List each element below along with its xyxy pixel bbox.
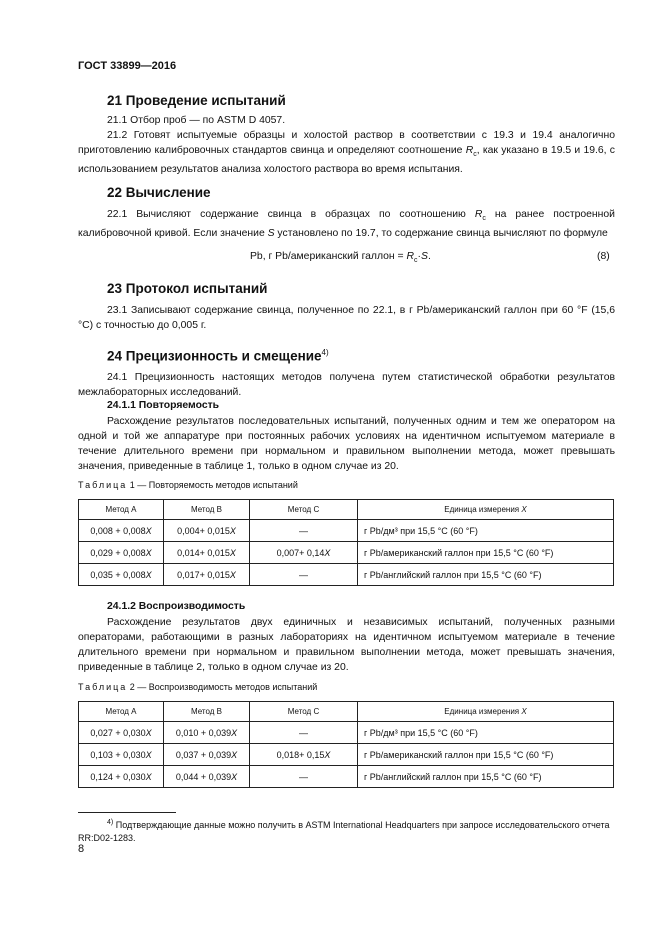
table-2-caption [78, 682, 317, 692]
table-cell: — [250, 766, 358, 788]
table-cell: 0,027 + 0,030X [79, 722, 164, 744]
s-variable: S [267, 228, 275, 240]
rc-variable: R [465, 145, 474, 156]
table-1-repeatability [78, 499, 614, 586]
table-cell: 0,029 + 0,008X [79, 542, 164, 564]
subsection-24-1-2-heading: 24.1.2 Воспроизводимость [107, 601, 246, 612]
table-cell: г Pb/дм³ при 15,5 °С (60 °F) [358, 722, 614, 744]
section-22-heading: 22 Вычисление [107, 185, 211, 200]
footnote [78, 816, 615, 845]
section-24-1-paragraph [78, 370, 615, 400]
table-cell: 0,037 + 0,039X [164, 744, 250, 766]
table-header-cell: Единица измерения X [358, 702, 614, 722]
formula-text: Pb, г Pb/американский галлон = [250, 251, 407, 262]
table-2-caption-text: 2 — Воспроизводимость методов испытаний [127, 682, 318, 692]
footnote-mark: 4) [107, 819, 114, 826]
para-21-1-text: 21.1 Отбор проб — по ASTM D 4057. [107, 115, 286, 126]
para-21-2-text-a: 21.2 Готовят испытуемые образцы и холостой раствор в соответствии с 19.3 и 19.4 аналогично приготовлению калибровочных стандартов свинца и определяют соотношение [78, 130, 615, 156]
table-cell: 0,007+ 0,14X [250, 542, 358, 564]
table-cell: 0,004+ 0,015X [164, 520, 250, 542]
para-21-2-text-b: , как указано в 19.5 и 19.6, с использованием результатов анализа холостого раствора во время испытания. [78, 145, 615, 176]
table-1-caption-text: 1 — Повторяемость методов испытаний [127, 480, 298, 490]
table-row [79, 564, 614, 586]
para-22-1-text-b: на ранее построенной калибровочной кривой. Если значение [78, 209, 615, 240]
para-22-1-text-a: 22.1 Вычисляют содержание свинца в образцах по соотношению [107, 209, 475, 220]
reproducibility-paragraph [78, 615, 615, 675]
table-row [79, 722, 614, 744]
rc-subscript: c [482, 215, 486, 223]
table-cell: 0,103 + 0,030X [79, 744, 164, 766]
footnote-text: Подтверждающие данные можно получить в ASTM International Headquarters при запросе исследовательского отчета RR:D02-1283. [78, 820, 610, 843]
section-22-1-paragraph [78, 207, 615, 241]
para-24-1-2-text: Расхождение результатов двух единичных и независимых испытаний, полученных разными операторами, работающими в разных лабораториях на идентичном испытуемом материале в течение длительного времени при нормальном и правильном выполнении метода, может превышать значения, приведенные в таблице 2, только в одном случае из 20. [78, 617, 615, 673]
table-header-cell: Метод А [79, 702, 164, 722]
footnote-separator [78, 812, 176, 813]
table-1-caption-word: Таблица [78, 480, 128, 490]
table-cell: 0,010 + 0,039X [164, 722, 250, 744]
section-21-heading: 21 Проведение испытаний [107, 93, 286, 108]
table-cell: 0,014+ 0,015X [164, 542, 250, 564]
table-row [79, 744, 614, 766]
table-row [79, 766, 614, 788]
table-cell: г Pb/американский галлон при 15,5 °С (60 °F) [358, 542, 614, 564]
table-header-row [79, 500, 614, 520]
table-2-reproducibility [78, 701, 614, 788]
repeatability-paragraph [78, 414, 615, 474]
rc-variable: R [474, 209, 483, 220]
para-24-1-text: 24.1 Прецизионность настоящих методов получена путем статистической обработки результатов межлабораторных исследований. [78, 372, 615, 398]
section-21-1-paragraph [78, 113, 615, 128]
section-23-1-paragraph [78, 303, 615, 333]
table-row [79, 520, 614, 542]
section-24-heading [107, 348, 329, 364]
table-cell: — [250, 722, 358, 744]
formula-8 [250, 251, 431, 264]
table-header-cell: Метод С [250, 702, 358, 722]
para-23-1-text: 23.1 Записывают содержание свинца, полученное по 22.1, в г Pb/американский галлон при 60 °F (15,6 °С) с точностью до 0,005 г. [78, 305, 615, 331]
table-header-cell: Метод А [79, 500, 164, 520]
subsection-24-1-1-heading: 24.1.1 Повторяемость [107, 400, 220, 411]
formula-period: . [427, 251, 431, 262]
table-cell: 0,008 + 0,008X [79, 520, 164, 542]
table-cell: 0,035 + 0,008X [79, 564, 164, 586]
table-cell: — [250, 520, 358, 542]
section-24-title: 24 Прецизионность и смещение [107, 348, 322, 364]
footnote-ref: 4) [321, 348, 329, 357]
formula-rc: R [406, 251, 415, 262]
table-cell: 0,018+ 0,15X [250, 744, 358, 766]
formula-s: S [421, 251, 428, 262]
section-23-heading: 23 Протокол испытаний [107, 281, 268, 296]
rc-subscript: c [473, 151, 477, 159]
table-header-row [79, 702, 614, 722]
table-row [79, 542, 614, 564]
table-cell: г Pb/английский галлон при 15,5 °С (60 °F) [358, 564, 614, 586]
section-21-2-paragraph [78, 128, 615, 177]
table-header-cell: Метод С [250, 500, 358, 520]
table-1-caption [78, 480, 298, 490]
table-cell: 0,044 + 0,039X [164, 766, 250, 788]
table-cell: 0,124 + 0,030X [79, 766, 164, 788]
formula-dot: · [417, 251, 421, 262]
standard-header: ГОСТ 33899—2016 [78, 60, 177, 72]
para-24-1-1-text: Расхождение результатов последовательных испытаний, полученных одним и тем же оператором на одной и той же аппаратуре при постоянных рабочих условиях на идентичном испытуемом материале в течение длительного времени при нормальном и правильном выполнении метода, может превышать значения, приведенные в таблице 1, только в одном случае из 20. [78, 416, 615, 472]
table-header-cell: Метод В [164, 702, 250, 722]
table-2-caption-word: Таблица [78, 682, 128, 692]
equation-number: (8) [597, 251, 610, 262]
page-number: 8 [78, 843, 85, 855]
table-cell: г Pb/английский галлон при 15,5 °С (60 °F) [358, 766, 614, 788]
table-cell: г Pb/дм³ при 15,5 °С (60 °F) [358, 520, 614, 542]
table-cell: г Pb/американский галлон при 15,5 °С (60 °F) [358, 744, 614, 766]
para-22-1-text-c: установлено по 19.7, то содержание свинца вычисляют по формуле [274, 228, 608, 240]
table-header-cell: Метод В [164, 500, 250, 520]
table-cell: — [250, 564, 358, 586]
table-cell: 0,017+ 0,015X [164, 564, 250, 586]
table-header-cell: Единица измерения X [358, 500, 614, 520]
formula-rc-subscript: c [414, 257, 418, 265]
